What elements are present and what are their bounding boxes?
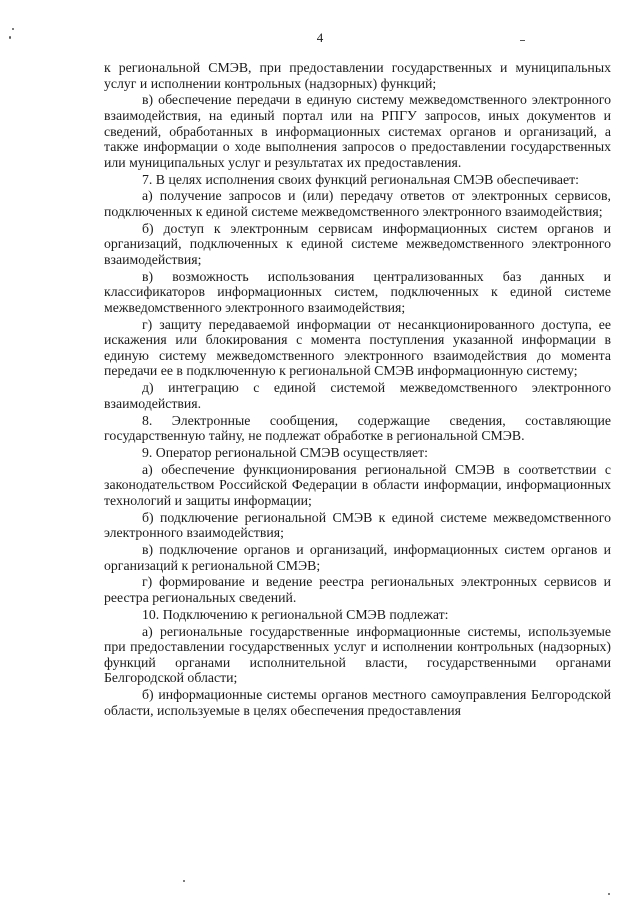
- scan-speck: [9, 36, 11, 39]
- paragraph: в) обеспечение передачи в единую систему межведомственного электронного взаимодействия, на единый портал или на РПГУ запросов, иных документов и сведений, обработанных в информационных системах органов и организаций, а также информации о ходе выполнения запросов о предоставлении государственных или муниципальных услуг и результатах их предоставления.: [104, 92, 611, 170]
- paragraph: в) возможность использования централизованных баз данных и классификаторов информационных систем, подключенных к единой системе межведомственного электронного взаимодействия;: [104, 268, 611, 315]
- paragraph: 10. Подключению к региональной СМЭВ подлежат:: [142, 606, 449, 622]
- paragraph: б) информационные системы органов местного самоуправления Белгородской области, используемые в целях обеспечения предоставления: [104, 687, 611, 718]
- paragraph: г) защиту передаваемой информации от несанкционированного доступа, ее искажения или блокирования с момента поступления указанной информации в единую систему межведомственного электронного взаимодействия до момента передачи ее в подключенную к региональной СМЭВ информационную систему;: [104, 316, 611, 379]
- scan-speck: [520, 40, 525, 41]
- paragraph: а) обеспечение функционирования региональной СМЭВ в соответствии с законодательством Российской Федерации в области информации, информационных технологий и защиты информации;: [104, 461, 611, 508]
- paragraph: а) региональные государственные информационные системы, используемые при предоставлении государственных услуг и исполнении контрольных (надзорных) функций органами исполнительной власти, государственными органами Белгородской области;: [104, 623, 611, 686]
- paragraph: д) интеграцию с единой системой межведомственного электронного взаимодействия.: [104, 380, 611, 411]
- paragraph: б) доступ к электронным сервисам информационных систем органов и организаций, подключенных к единой системе межведомственного электронного взаимодействия;: [104, 220, 611, 267]
- paragraph: к региональной СМЭВ, при предоставлении государственных и муниципальных услуг и исполнении контрольных (надзорных) функций;: [104, 60, 611, 91]
- paragraph: б) подключение региональной СМЭВ к единой системе межведомственного электронного взаимодействия;: [104, 509, 611, 541]
- paragraph: в) подключение органов и организаций, информационных систем органов и организаций к региональной СМЭВ;: [104, 542, 611, 573]
- scan-speck: [608, 893, 610, 895]
- document-body: [104, 60, 611, 720]
- paragraph: 7. В целях исполнения своих функций региональная СМЭВ обеспечивает:: [142, 171, 580, 187]
- paragraph: г) формирование и ведение реестра региональных электронных сервисов и реестра региональных сведений.: [104, 574, 611, 606]
- page-number: 4: [316, 30, 324, 45]
- paragraph: а) получение запросов и (или) передачу ответов от электронных сервисов, подключенных к единой системе межведомственного электронного взаимодействия;: [104, 188, 611, 219]
- scan-speck: [12, 28, 14, 30]
- paragraph: 8. Электронные сообщения, содержащие сведения, составляющие государственную тайну, не подлежат обработке в региональной СМЭВ.: [104, 412, 611, 444]
- scan-speck: [183, 880, 185, 882]
- paragraph: 9. Оператор региональной СМЭВ осуществляет:: [142, 444, 429, 460]
